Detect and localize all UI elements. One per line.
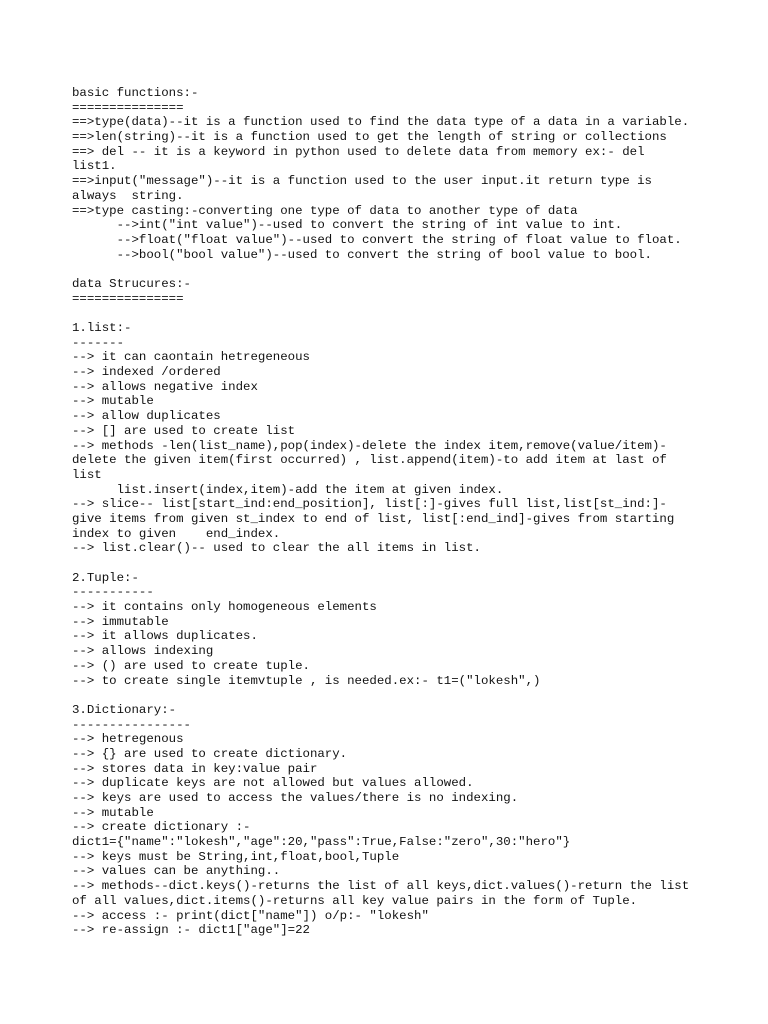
text-line: list1. (72, 159, 117, 174)
text-line: --> methods--dict.keys()-returns the list of all keys,dict.values()-return the list (72, 879, 690, 894)
text-line: delete the given item(first occurred) , list.append(item)-to add item at last of (72, 453, 667, 468)
text-line: basic functions:- (72, 86, 199, 100)
section-heading: data Strucures:- (72, 276, 191, 291)
text-line: ==>type(data)--it is a function used to find the data type of a data in a variable. (72, 115, 690, 130)
text-line: --> it can caontain hetregeneous (72, 350, 310, 365)
heading-underline: ---------------- (72, 717, 191, 732)
text-line: --> values can be anything.. (72, 864, 281, 879)
text-line: --> stores data in key:value pair (72, 761, 318, 776)
text-line: index to given end_index. (72, 526, 281, 541)
text-line: list (72, 467, 102, 482)
text-line: -->float("float value")--used to convert the string of float value to float. (72, 232, 682, 247)
text-line: --> [] are used to create list (72, 423, 296, 438)
text-line: --> indexed /ordered (72, 365, 221, 380)
blank-line (72, 688, 722, 703)
text-line: --> allow duplicates (72, 409, 221, 424)
text-line: --> re-assign :- dict1["age"]=22 (72, 923, 310, 938)
text-line: -->int("int value")--used to convert the string of int value to int. (72, 218, 623, 233)
text-line: --> allows indexing (72, 644, 214, 659)
blank-line (72, 306, 722, 321)
text-line: always string. (72, 188, 184, 203)
document-page (72, 86, 722, 938)
text-line: --> list.clear()-- used to clear the all items in list. (72, 541, 481, 556)
text-line: --> mutable (72, 805, 154, 820)
text-line: --> duplicate keys are not allowed but values allowed. (72, 776, 474, 791)
text-line: list.insert(index,item)-add the item at given index. (72, 482, 504, 497)
text-line: --> to create single itemvtuple , is needed.ex:- t1=("lokesh",) (72, 673, 541, 688)
text-line: -->bool("bool value")--used to convert the string of bool value to bool. (72, 247, 652, 262)
text-line: --> it allows duplicates. (72, 629, 258, 644)
text-line: --> access :- print(dict["name"]) o/p:- "lokesh" (72, 908, 429, 923)
text-line: --> hetregenous (72, 732, 184, 747)
blank-line (72, 556, 722, 571)
text-line: --> slice-- list[start_ind:end_position], list[:]-gives full list,list[st_ind:]- (72, 497, 667, 512)
text-line: --> it contains only homogeneous elements (72, 600, 377, 615)
text-line: --> methods -len(list_name),pop(index)-delete the index item,remove(value/item)- (72, 438, 667, 453)
text-line: --> mutable (72, 394, 154, 409)
text-line: --> {} are used to create dictionary. (72, 746, 348, 761)
text-line: --> create dictionary :- (72, 820, 251, 835)
text-line: --> immutable (72, 614, 169, 629)
blank-line (72, 262, 722, 277)
text-line: dict1={"name":"lokesh","age":20,"pass":True,False:"zero",30:"hero"} (72, 835, 571, 850)
text-line: of all values,dict.items()-returns all key value pairs in the form of Tuple. (72, 893, 638, 908)
text-line: =============== (72, 100, 184, 115)
text-line: ==>len(string)--it is a function used to get the length of string or collections (72, 130, 667, 145)
text-line: --> keys must be String,int,float,bool,Tuple (72, 849, 400, 864)
text-line: --> () are used to create tuple. (72, 658, 310, 673)
text-line: --> allows negative index (72, 379, 258, 394)
heading-underline: =============== (72, 291, 184, 306)
text-line: ==>input("message")--it is a function used to the user input.it return type is (72, 174, 652, 189)
heading-underline: ------- (72, 335, 125, 350)
text-line: --> keys are used to access the values/there is no indexing. (72, 791, 519, 805)
section-heading: 2.Tuple:- (72, 570, 139, 585)
section-heading: 1.list:- (72, 321, 132, 335)
text-line: ==>type casting:-converting one type of data to another type of data (72, 203, 578, 218)
section-heading: 3.Dictionary:- (72, 702, 177, 717)
text-line: give items from given st_index to end of list, list[:end_ind]-gives from starting (72, 511, 675, 526)
heading-underline: ----------- (72, 585, 154, 600)
text-line: ==> del -- it is a keyword in python used to delete data from memory ex:- del (72, 144, 645, 159)
